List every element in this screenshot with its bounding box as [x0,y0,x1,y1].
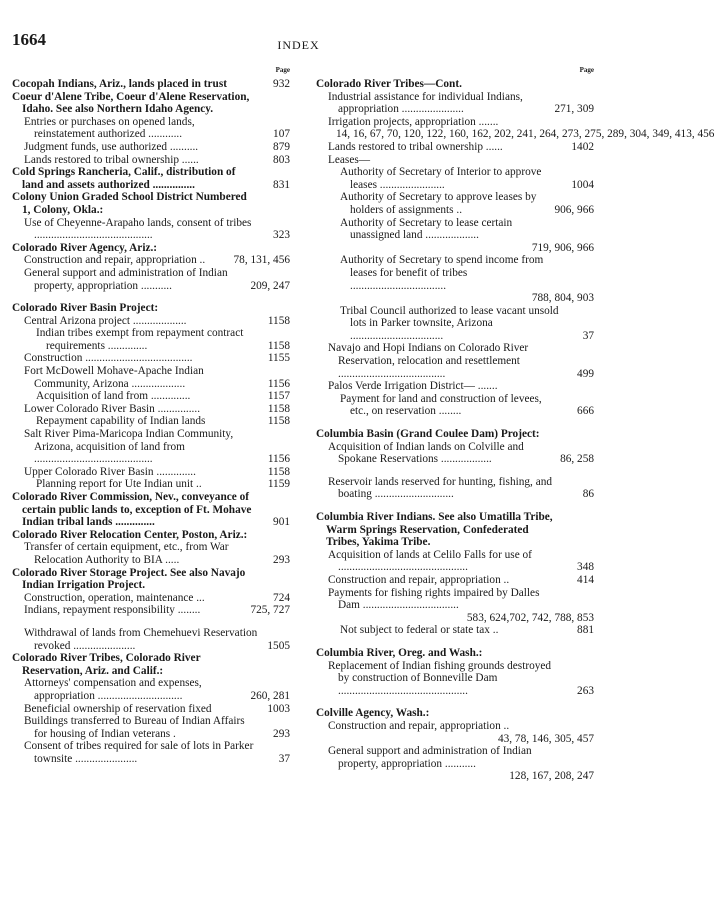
page-reference: 1505 [267,639,290,652]
index-subentry [12,428,290,466]
index-subentry [316,574,594,587]
entry-text: Leases— [328,153,371,166]
index-subentry [12,403,290,416]
index-subentry [12,604,290,617]
page-reference: 499 [577,367,594,380]
entry-text: Replacement of Indian fishing grounds destroyed by construction of Bonneville Dam .............................................. [328,659,552,697]
page-reference: 932 [273,78,290,90]
page-reference: 906, 966 [554,203,594,216]
entry-text: Upper Colorado River Basin .............. [24,465,196,478]
entry-text: Authority of Secretary to lease certain unassigned land ................... [340,216,513,242]
page-reference: 901 [273,516,290,529]
index-heading [316,78,594,91]
entry-text: Lower Colorado River Basin ............... [24,402,201,415]
index-subentry [316,587,594,625]
page-reference: 128, 167, 208, 247 [509,770,594,783]
index-subentry [316,254,594,304]
page-reference: 1158 [267,339,290,352]
entry-text: Beneficial ownership of reservation fixed [24,702,212,715]
entry-text: Judgment funds, use authorized .......... [24,140,199,153]
entry-text: General support and administration of Indian property, appropriation ........... [24,266,228,292]
entry-text: Lands restored to tribal ownership ...... [328,140,503,153]
entry-text: Reservoir lands reserved for hunting, fishing, and boating ............................ [328,475,553,501]
entry-text: Cocopah Indians, Ariz., lands placed in trust [12,78,227,90]
left-entries [12,78,290,765]
index-subentry [12,352,290,365]
page-reference: 260, 281 [250,689,290,702]
entry-text: Indian tribes exempt from repayment contract requirements .............. [36,327,244,352]
page-reference: 666 [577,405,594,418]
entry-text: Colorado River Agency, Ariz.: [12,241,158,254]
page-reference: 1156 [267,453,290,466]
entry-text: Lands restored to tribal ownership ...... [24,153,199,166]
entry-text: Colville Agency, Wash.: [316,707,430,720]
index-subentry [316,393,594,418]
index-heading [316,511,594,549]
index-heading [12,191,290,216]
index-subentry [316,342,594,380]
index-heading [316,707,594,720]
page-reference: 879 [273,140,290,153]
entry-text: Construction and repair, appropriation .. [328,573,510,586]
index-subentry [12,415,290,428]
page-reference: 725, 727 [250,604,290,617]
page-reference: 1158 [267,402,290,415]
entry-text: Construction and repair, appropriation .. [328,719,510,732]
page-reference: 348 [577,561,594,574]
index-subentry [12,627,290,652]
entry-text: Indians, repayment responsibility ........ [24,604,201,617]
entry-text: Withdrawal of lands from Chemehuevi Reservation revoked ...................... [24,626,258,652]
index-subentry [12,715,290,740]
entry-text: Colony Union Graded School District Numbered 1, Colony, Okla.: [12,191,247,216]
entry-text: Construction and repair, appropriation .. [24,254,206,267]
index-subentry [12,740,290,765]
index-heading [316,647,594,660]
entry-text: Payments for fishing rights impaired by Dalles Dam .................................. [328,586,540,612]
entry-text: Planning report for Ute Indian unit .. [36,478,202,491]
entry-text: Entries or purchases on opened lands, reinstatement authorized ............ [24,115,195,141]
page-reference: 803 [273,153,290,166]
index-subentry [12,116,290,141]
page-reference: 1402 [571,140,594,153]
page-reference: 414 [577,573,594,586]
index-subentry [12,315,290,328]
entry-text: Fort McDowell Mohave-Apache Indian Community, Arizona ................... [24,365,204,390]
index-subentry [316,217,594,255]
index-subentry [12,217,290,242]
page-reference: 78, 131, 456 [233,254,290,267]
entry-text: General support and administration of Indian property, appropriation ........... [328,745,532,770]
index-heading [12,78,290,91]
index-subentry [12,478,290,491]
index-subentry [316,720,594,745]
entry-text: Authority of Secretary to spend income from leases for benefit of tribes .................................. [340,254,544,292]
page-reference: 271, 309 [554,103,594,116]
entry-text: Payment for land and construction of levees, etc., on reservation ........ [340,392,542,418]
entry-text: Construction ...................................... [24,352,193,365]
page-reference: 37 [582,329,594,342]
page-reference: 583, 624,702, 742, 788, 853 [466,611,594,624]
page-reference: 293 [273,727,290,740]
entry-text: Attorneys' compensation and expenses, appropriation .............................. [24,677,202,702]
index-subentry [316,166,594,191]
page-reference: 1159 [267,478,290,491]
entry-text: Authority of Secretary of Interior to approve leases ....................... [340,166,542,191]
page-reference: 1155 [267,352,290,365]
entry-text: Colorado River Relocation Center, Poston, Ariz.: [12,528,248,541]
index-heading [12,529,290,542]
page-reference: 719, 906, 966 [531,241,594,254]
page-reference: 86 [582,488,594,501]
entry-text: Columbia River, Oreg. and Wash.: [316,646,483,659]
entry-text: Transfer of certain equipment, etc., from War Relocation Authority to BIA ..... [24,541,229,566]
index-subentry [316,549,594,574]
index-subentry [316,115,714,141]
page-reference: 209, 247 [250,279,290,292]
index-subentry [316,476,594,501]
entry-text: Tribal Council authorized to lease vacant unsold lots in Parker townsite, Arizona ................................. [340,304,559,342]
page-reference: 263 [577,684,594,697]
index-subentry [12,267,290,292]
page-reference: 86, 258 [560,453,594,466]
entry-text: Salt River Pima-Maricopa Indian Community, Arizona, acquisition of land from .......................................... [24,428,234,466]
entry-text: Palos Verde Irrigation District— ....... [328,380,498,393]
entry-text: Colorado River Tribes—Cont. [316,78,462,90]
page-reference: 1003 [267,702,290,715]
entry-text: Central Arizona project ................... [24,314,187,327]
index-subentry [12,703,290,716]
entry-text: Not subject to federal or state tax .. [340,624,499,637]
index-heading [12,242,290,255]
entry-text: Colorado River Tribes, Colorado River Reservation, Ariz. and Calif.: [12,652,201,677]
page-reference: 1158 [267,465,290,478]
page-column-label: Page [579,66,594,74]
index-subentry [12,677,290,702]
index-heading [12,491,290,529]
page-reference: 1158 [267,415,290,428]
entry-text: Acquisition of Indian lands on Colville and Spokane Reservations .................. [328,440,524,466]
entry-text: Navajo and Hopi Indians on Colorado River Reservation, relocation and resettlement ...................................... [328,342,529,380]
index-subentry [316,441,594,466]
index-subentry [316,745,594,783]
page-number: 1664 [12,30,46,49]
page-reference: 881 [577,624,594,637]
entry-text: Acquisition of land from .............. [36,390,191,403]
index-subentry [316,305,594,343]
entry-text: Acquisition of lands at Celilo Falls for use of .............................................. [328,548,532,574]
entry-text: Industrial assistance for individual Indians, appropriation ...................... [328,90,523,116]
index-heading [12,91,290,116]
page-reference: 724 [273,591,290,604]
entry-text: Colorado River Storage Project. See also Navajo Indian Irrigation Project. [12,566,246,592]
index-subentry [12,592,290,605]
index-subentry [12,141,290,154]
page-reference: 1004 [571,178,594,191]
entry-text: Use of Cheyenne-Arapaho lands, consent of tribes .......................................... [24,216,252,242]
entry-text: Colorado River Basin Project: [12,302,159,315]
index-subentry [316,660,594,698]
index-heading [12,166,290,191]
index-subentry [12,365,290,390]
index-subentry [12,154,290,167]
index-subentry [12,541,290,566]
entry-text: Cold Springs Rancheria, Calif., distribution of land and assets authorized ............... [12,166,236,191]
index-subentry [12,466,290,479]
index-heading [12,652,290,677]
index-subentry [316,624,594,637]
index-subentry [12,254,290,267]
right-entries [316,78,714,783]
entry-text: Columbia River Indians. See also Umatilla Tribe, Warm Springs Reservation, Confederated Tribes, Yakima Tribe. [316,511,553,549]
page-reference: 37 [278,752,290,765]
page-reference: 43, 78, 146, 305, 457 [497,732,594,745]
page-reference: 293 [273,553,290,566]
page-reference: 107 [273,128,290,141]
entry-text: Buildings transferred to Bureau of Indian Affairs for housing of Indian veterans . [24,715,245,740]
entry-text: Consent of tribes required for sale of lots in Parker townsite ...................... [24,740,254,765]
entry-text: Columbia Basin (Grand Coulee Dam) Project: [316,428,540,441]
index-subentry [316,191,594,216]
entry-text: Irrigation projects, appropriation ....... [328,115,499,128]
page-reference: 1158 [267,314,290,327]
index-subentry [316,91,594,116]
page-reference: 1157 [267,390,290,403]
entry-text: Coeur d'Alene Tribe, Coeur d'Alene Reservation, Idaho. See also Northern Idaho Agency. [12,90,250,116]
right-index-column [316,66,714,783]
page-reference: 831 [273,178,290,191]
page-reference: 1156 [267,377,290,390]
index-subentry [316,380,594,393]
index-heading [12,567,290,592]
index-subentry [12,327,290,352]
page-column-label: Page [275,66,290,74]
entry-text: Authority of Secretary to approve leases by holders of assignments .. [340,191,537,216]
page-reference: 323 [273,229,290,242]
running-title: INDEX [277,38,320,52]
index-heading [316,428,594,441]
entry-text: Colorado River Commission, Nev., conveyance of certain public lands to, exception of Ft. Mohave Indian tribal lands .............. [12,491,252,529]
index-subentry [316,154,594,167]
index-subentry [12,390,290,403]
page-reference: 788, 804, 903 [531,292,594,305]
entry-text: Repayment capability of Indian lands [36,415,206,428]
index-heading [12,302,290,315]
entry-text: Construction, operation, maintenance ... [24,591,205,604]
index-subentry [316,141,594,154]
page-reference: 14, 16, 67, 70, 120, 122, 160, 162, 202, 241, 264, 273, 275, 289, 304, 349, 413, 456 [336,128,714,141]
left-index-column [12,66,290,765]
